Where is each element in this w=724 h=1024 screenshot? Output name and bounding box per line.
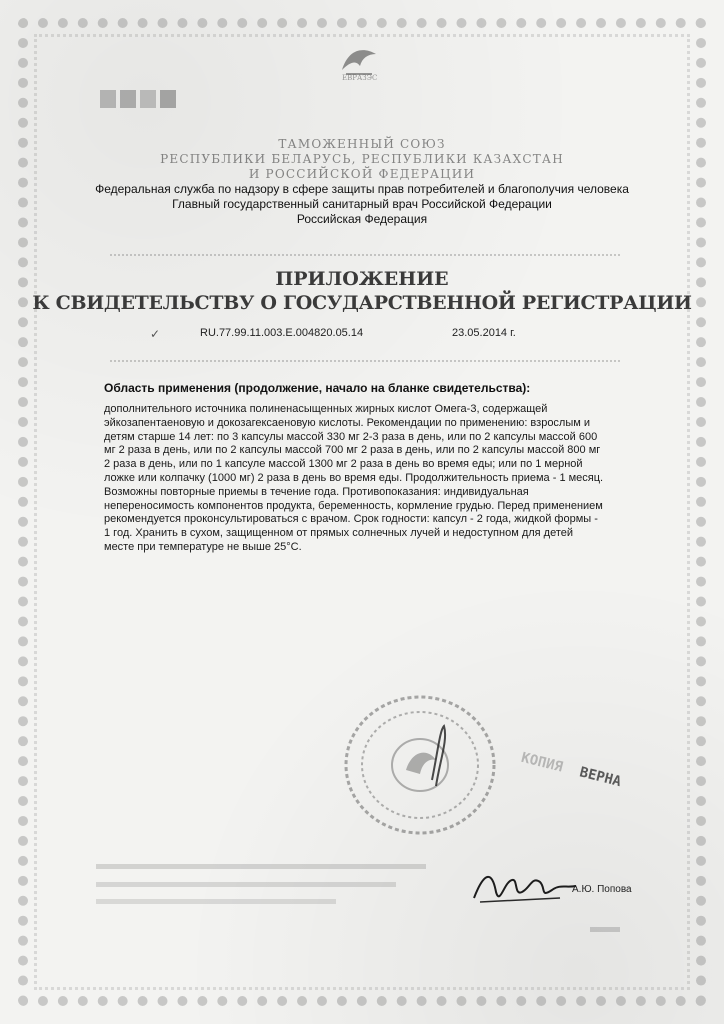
agency-line-2: Главный государственный санитарный врач Российской Федерации <box>172 197 552 211</box>
faded-text-blur-icon <box>96 897 336 907</box>
handwritten-mark: ✓ <box>150 327 161 341</box>
body-line: ложке или колпачку (1000 мг) 2 раза в день во время еды. Продолжительность приема - 1 месяц. <box>104 471 604 484</box>
registration-date: 23.05.2014 г. <box>452 327 516 339</box>
registration-number: RU.77.99.11.003.Е.004820.05.14 <box>200 327 364 339</box>
faded-footer-line-1 <box>96 862 426 875</box>
faded-footer-line-2 <box>96 880 396 893</box>
body-line: 1 год. Хранить в сухом, защищенном от прямых солнечных лучей и недоступном для детей <box>104 527 574 540</box>
body-line: рекомендуется проконсультироваться с врачом. Срок годности: капсул - 2 года, жидкой формы - <box>104 513 598 526</box>
faded-text-blur-icon <box>96 862 426 872</box>
blank-serial <box>100 86 190 118</box>
agency-line-1: Федеральная служба по надзору в сфере защиты прав потребителей и благополучия человека <box>95 182 629 196</box>
body-line: мг 2 раза в день, или по 2 капсулы массой 700 мг 2 раза в день, или по 2 капсулы массой 800 мг <box>104 444 601 457</box>
faded-rule <box>110 254 620 262</box>
body-line: 2 раза в день, или по 1 капсуле массой 1300 мг 2 раза в день во время еды; или по 1 мерной <box>104 458 583 471</box>
svg-text:ЕВРАЗЭС: ЕВРАЗЭС <box>342 74 378 80</box>
signature-icon <box>470 862 580 912</box>
faded-text-blur-icon <box>590 925 620 935</box>
round-seal-icon <box>340 690 510 840</box>
stamp-copy-text: КОПИЯ <box>519 749 565 776</box>
emblem-icon <box>332 40 386 80</box>
body-line: Возможны повторные приемы в течение года. Противопоказания: индивидуальная <box>104 485 529 498</box>
body-line: эйкозапентаеновую и докозагексаеновую кислоты. Рекомендации по применению: взрослым и <box>104 416 591 429</box>
union-line-1: ТАМОЖЕННЫЙ СОЮЗ <box>278 137 446 151</box>
union-line-2: РЕСПУБЛИКИ БЕЛАРУСЬ, РЕСПУБЛИКИ КАЗАХСТАН <box>160 152 564 166</box>
faded-text-blur-icon <box>96 880 396 890</box>
faded-rule-2 <box>110 360 620 368</box>
signer-name: А.Ю. Попова <box>572 884 632 895</box>
union-line-3: И РОССИЙСКОЙ ФЕДЕРАЦИИ <box>248 167 476 181</box>
page-number-faded <box>590 925 620 938</box>
serial-blur-icon <box>100 86 190 112</box>
body-text <box>104 403 660 555</box>
body-line: дополнительного источника полиненасыщенных жирных кислот Омега-3, содержащей <box>104 403 548 415</box>
stamp-verna-text: ВЕРНА <box>577 764 623 791</box>
agency-line-3: Российская Федерация <box>296 212 428 226</box>
section-title: Область применения (продолжение, начало на бланке свидетельства): <box>104 381 531 395</box>
appendix-title: ПРИЛОЖЕНИЕ <box>275 268 449 290</box>
body-line: детям старше 14 лет: по 3 капсулы массой 330 мг 2-3 раза в день, или по 2 капсулы массой 600 <box>104 430 598 443</box>
faded-footer-line-3 <box>96 897 336 910</box>
body-line: непереносимость компонентов продукта, беременность, кормление грудью. Перед применением <box>104 499 603 512</box>
appendix-subtitle: К СВИДЕТЕЛЬСТВУ О ГОСУДАРСТВЕННОЙ РЕГИСТРАЦИИ <box>32 292 692 314</box>
body-line: месте при температуре не выше 25°С. <box>104 540 302 553</box>
